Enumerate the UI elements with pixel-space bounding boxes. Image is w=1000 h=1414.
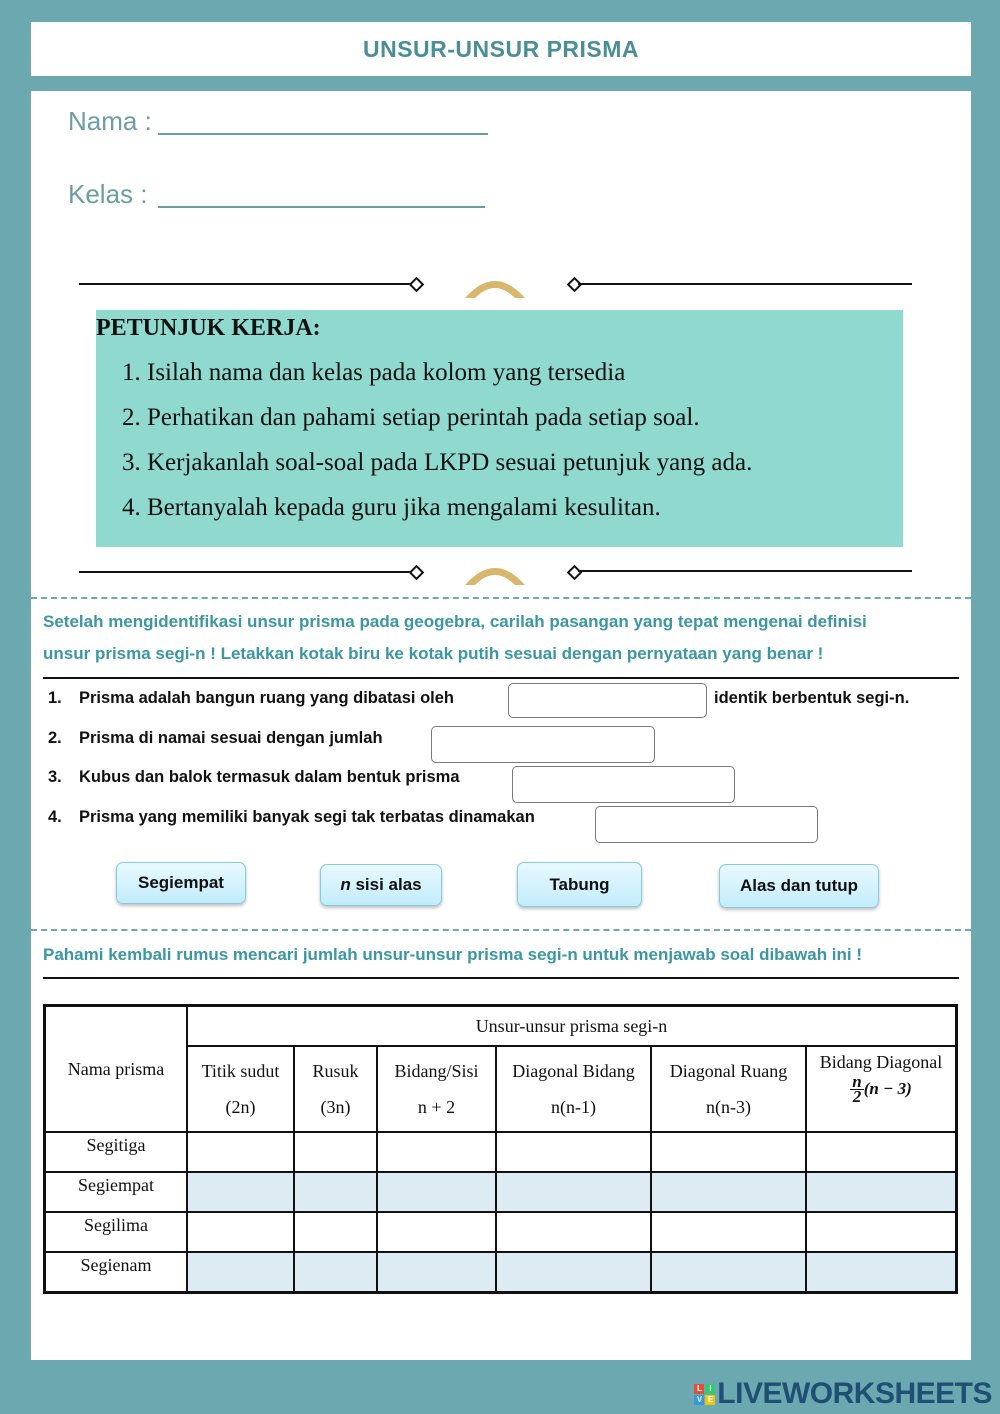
answer-cell[interactable] [294,1252,377,1292]
question-number: 4. [48,808,62,826]
answer-cell[interactable] [651,1212,806,1252]
fraction-denominator: 2 [852,1087,862,1107]
column-formula: (3n) [320,1097,351,1117]
page-title: UNSUR-UNSUR PRISMA [31,22,971,76]
answer-cell[interactable] [187,1132,294,1172]
instruction-item: 2. Perhatikan dan pahami setiap perintah pada setiap soal. [122,404,700,431]
drop-zone-1[interactable] [508,683,707,718]
answer-cell[interactable] [496,1132,651,1172]
answer-cell[interactable] [377,1252,496,1292]
answer-cell[interactable] [377,1132,496,1172]
divider-line-left [79,283,411,285]
section-rule [43,677,959,679]
brand-mark-letter: V [694,1395,704,1405]
answer-chip-label: sisi alas [350,875,422,894]
drop-zone-4[interactable] [595,806,818,843]
column-name: Bidang Diagonal [819,1052,943,1072]
question-2-text: Prisma di namai sesuai dengan jumlah [79,729,383,747]
brand-mark-icon [694,1384,715,1405]
answer-cell[interactable] [496,1172,651,1212]
column-formula: (n − 3) [863,1079,912,1098]
column-header [187,1046,294,1132]
question-1-text: Prisma adalah bangun ruang yang dibatasi oleh [79,689,454,707]
instruction-item: 1. Isilah nama dan kelas pada kolom yang tersedia [122,359,626,386]
column-formula: n(n-1) [551,1097,596,1117]
column-name: Rusuk [312,1061,359,1081]
divider-arch-icon [461,272,529,300]
answer-cell[interactable] [806,1212,956,1252]
fraction-formula [850,1072,863,1107]
column-name: Diagonal Bidang [512,1061,635,1081]
answer-chip-label: Segiempat [138,873,224,892]
drop-zone-3[interactable] [512,766,735,803]
answer-cell[interactable] [187,1252,294,1292]
brand-name: LIVEWORKSHEETS [717,1377,992,1410]
answer-cell[interactable] [377,1172,496,1212]
answer-cell[interactable] [187,1172,294,1212]
divider-line-right [578,283,912,285]
instruction-item: 4. Bertanyalah kepada guru jika mengalami kesulitan. [122,494,661,521]
section2-prompt: Pahami kembali rumus mencari jumlah unsur-unsur prisma segi-n untuk menjawab soal dibawah ini ! [43,945,863,964]
answer-chip-segiempat[interactable] [116,862,246,904]
row-label: Segiempat [45,1172,187,1212]
answer-cell[interactable] [294,1172,377,1212]
answer-cell[interactable] [806,1132,956,1172]
column-header [651,1046,806,1132]
answer-cell[interactable] [294,1212,377,1252]
answer-chip-tabung[interactable] [517,862,642,907]
answer-chip-n-sisi-alas[interactable] [320,864,442,906]
question-4-text: Prisma yang memiliki banyak segi tak terbatas dinamakan [79,808,535,826]
column-header [806,1046,956,1132]
column-formula: n + 2 [417,1097,456,1117]
instructions-heading: PETUNJUK KERJA: [96,315,321,341]
column-name: Titik sudut [201,1061,280,1081]
question-1-suffix: identik berbentuk segi-n. [714,689,910,707]
row-label: Segienam [45,1252,187,1292]
answer-chip-alas-dan-tutup[interactable] [719,864,879,908]
answer-cell[interactable] [294,1132,377,1172]
answer-cell[interactable] [651,1172,806,1212]
answer-cell[interactable] [651,1252,806,1292]
name-input-line[interactable] [158,133,488,135]
instructions-box [96,310,903,547]
fraction-numerator: n [852,1072,862,1092]
row-label: Segilima [45,1212,187,1252]
liveworksheets-logo [694,1376,992,1412]
divider-line-left [79,571,411,573]
answer-chip-variable: n [340,875,351,894]
section1-prompt-line1: Setelah mengidentifikasi unsur prisma pada geogebra, carilah pasangan yang tepat mengenai definisi [43,612,867,631]
class-label: Kelas : [68,179,148,209]
divider-line-right [578,570,912,572]
group-header-cell: Unsur-unsur prisma segi-n [187,1006,956,1046]
question-number: 2. [48,729,62,747]
answer-cell[interactable] [377,1212,496,1252]
row-label: Segitiga [45,1132,187,1172]
column-name: Bidang/Sisi [394,1061,479,1081]
answer-chip-label: Tabung [549,874,610,894]
question-number: 1. [48,689,62,707]
column-formula: (2n) [225,1097,256,1117]
answer-cell[interactable] [806,1252,956,1292]
question-number: 3. [48,768,62,786]
answer-cell[interactable] [496,1212,651,1252]
brand-mark-letter: I [705,1384,715,1394]
row-header-cell: Nama prisma [45,1006,187,1132]
column-name: Diagonal Ruang [669,1061,788,1081]
instructions-list [122,350,752,530]
section-rule [43,977,959,979]
question-3-text: Kubus dan balok termasuk dalam bentuk prisma [79,768,460,786]
column-header [294,1046,377,1132]
column-header [377,1046,496,1132]
section-separator [31,929,971,931]
divider-arch-icon [461,559,529,587]
prism-elements-table [43,1004,958,1294]
brand-mark-letter: L [694,1384,704,1394]
column-header [496,1046,651,1132]
drop-zone-2[interactable] [431,726,655,763]
answer-cell[interactable] [187,1212,294,1252]
brand-mark-letter: E [705,1395,715,1405]
name-label: Nama : [68,106,152,136]
instruction-item: 3. Kerjakanlah soal-soal pada LKPD sesuai petunjuk yang ada. [122,449,753,476]
answer-cell[interactable] [806,1172,956,1212]
answer-cell[interactable] [651,1132,806,1172]
column-formula: n(n-3) [706,1097,751,1117]
answer-chip-label: Alas dan tutup [739,876,859,895]
section-separator [31,597,971,599]
class-input-line[interactable] [158,206,485,208]
section1-prompt-line2: unsur prisma segi-n ! Letakkan kotak biru ke kotak putih sesuai dengan pernyataan yang benar ! [43,644,824,663]
answer-cell[interactable] [496,1252,651,1292]
